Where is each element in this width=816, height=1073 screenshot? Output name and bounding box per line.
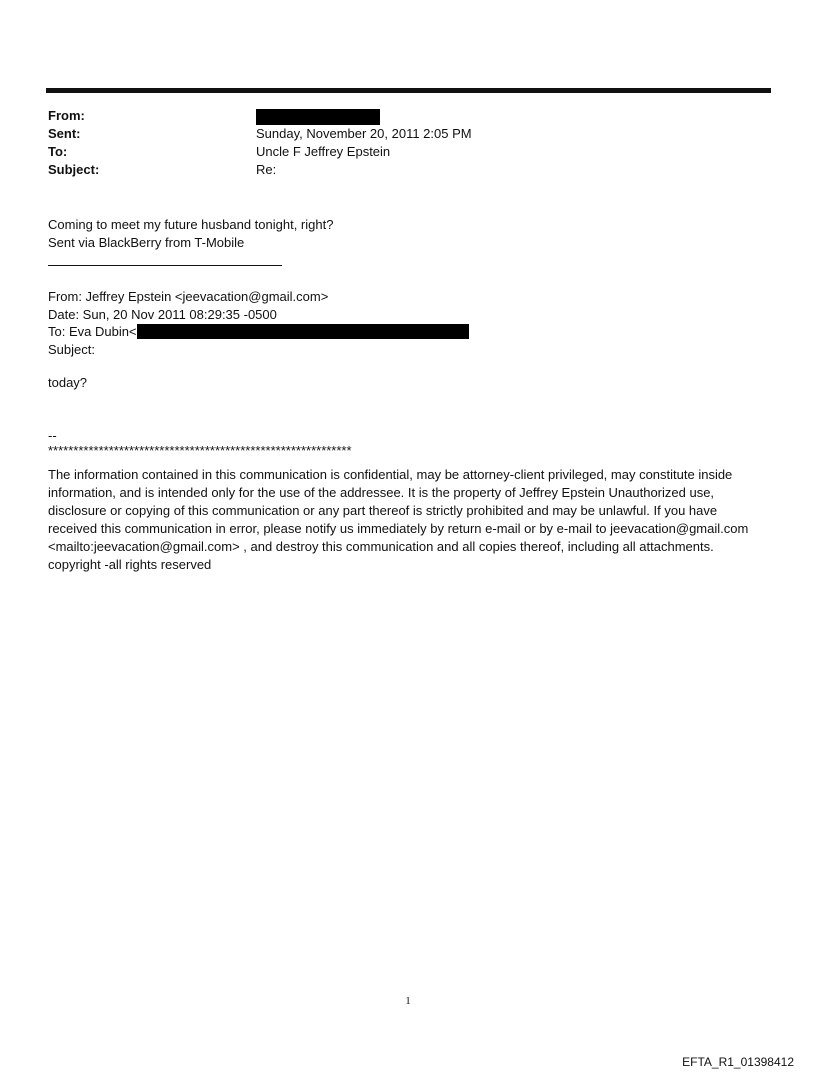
redaction-box	[137, 324, 469, 339]
quoted-to	[48, 323, 469, 341]
quoted-header	[48, 288, 469, 358]
to-label: To:	[48, 144, 68, 159]
reply-separator	[48, 265, 282, 266]
quoted-subject: Subject:	[48, 341, 95, 357]
from-value	[256, 107, 380, 125]
page-number: 1	[405, 995, 411, 1007]
sent-row	[48, 125, 472, 143]
to-row	[48, 143, 472, 161]
quoted-body: today?	[48, 375, 88, 390]
message-body	[48, 216, 333, 252]
email-header	[48, 107, 472, 179]
sent-label: Sent:	[48, 126, 81, 141]
subject-value: Re:	[256, 162, 277, 177]
quoted-from: From: Jeffrey Epstein <jeevacation@gmail.com>	[48, 289, 329, 304]
document-id: EFTA_R1_01398412	[682, 1055, 794, 1069]
signature-dash: --	[48, 428, 57, 443]
from-label: From:	[48, 108, 85, 123]
message-line: Coming to meet my future husband tonight, right?	[48, 217, 334, 232]
subject-row	[48, 161, 472, 179]
signature-stars: ************************************************************	[48, 443, 352, 458]
from-row	[48, 107, 472, 125]
redaction-box	[256, 109, 380, 125]
to-value: Uncle F Jeffrey Epstein	[256, 144, 391, 159]
sent-value: Sunday, November 20, 2011 2:05 PM	[256, 126, 472, 141]
subject-label: Subject:	[48, 162, 100, 177]
header-rule	[46, 88, 771, 93]
quoted-date: Date: Sun, 20 Nov 2011 08:29:35 -0500	[48, 306, 277, 322]
message-signature-line: Sent via BlackBerry from T-Mobile	[48, 235, 245, 250]
quoted-to-text: To: Eva Dubin<	[48, 324, 137, 339]
confidentiality-disclaimer: The information contained in this communication is confidential, may be attorney-client privileged, may constitute inside information, and is intended only for the use of the addressee. It is the property of Jeffrey Epstein Unauthorized use, disclosure or copying of this communication or any part thereof is strictly prohibited and may be unlawful. If you have received this communication in error, please notify us immediately by return e-mail or by e-mail to jeevacation@gmail.com <mailto:jeevacation@gmail.com> , and destroy this communication and all copies thereof, including all attachments. copyright -all rights reserved	[48, 467, 749, 572]
